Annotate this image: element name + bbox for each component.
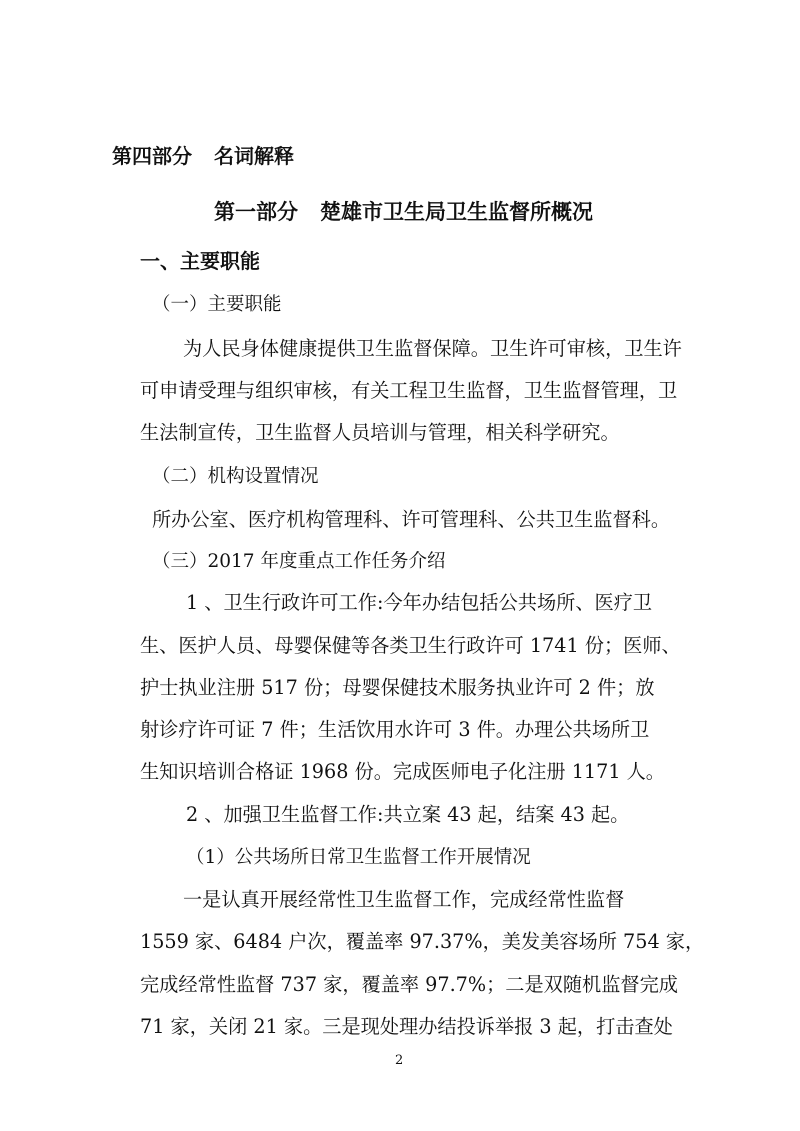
subsection-two-heading: （二）机构设置情况 <box>152 466 319 487</box>
item2-sub-line-3: 完成经常性监督 737 家，覆盖率 97.7%；二是双随机监督完成 <box>140 973 678 996</box>
subsection-three-heading: （三）2017 年度重点工作任务介绍 <box>152 551 446 572</box>
part-one-title: 楚雄市卫生局卫生监督所概况 <box>320 200 593 224</box>
part-four-label: 第四部分 <box>112 144 192 168</box>
item2-line: 2 、加强卫生监督工作:共立案 43 起，结案 43 起。 <box>186 803 630 826</box>
item1-line-5: 生知识培训合格证 1968 份。完成医师电子化注册 1171 人。 <box>140 760 665 783</box>
part-four-title: 名词解释 <box>214 144 294 168</box>
part-one-label: 第一部分 <box>214 200 298 224</box>
sub1-line-1: 为人民身体健康提供卫生监督保障。卫生许可审核，卫生许 <box>183 337 682 360</box>
sub1-line-2: 可申请受理与组织审核，有关工程卫生监督，卫生监督管理，卫 <box>140 379 678 402</box>
sub2-line-1: 所办公室、医疗机构管理科、许可管理科、公共卫生监督科。 <box>152 508 671 531</box>
part-four-heading <box>112 140 294 169</box>
item1-line-3: 护士执业注册 517 份；母婴保健技术服务执业许可 2 件；放 <box>140 676 655 699</box>
item1-line-4: 射诊疗许可证 7 件；生活饮用水许可 3 件。办理公共场所卫 <box>140 718 650 741</box>
sub1-line-3: 生法制宣传，卫生监督人员培训与管理，相关科学研究。 <box>140 421 620 444</box>
item2-sub-heading: （1）公共场所日常卫生监督工作开展情况 <box>186 847 531 868</box>
item2-sub-line-1: 一是认真开展经常性卫生监督工作，完成经常性监督 <box>183 888 625 911</box>
item1-line-1: 1 、卫生行政许可工作:今年办结包括公共场所、医疗卫 <box>186 591 653 614</box>
item2-sub-line-4: 71 家，关闭 21 家。三是现处理办结投诉举报 3 起，打击查处 <box>140 1015 673 1038</box>
section-one-heading: 一、主要职能 <box>140 249 260 273</box>
part-one-heading <box>214 196 593 226</box>
item1-line-2: 生、医护人员、母婴保健等各类卫生行政许可 1741 份；医师、 <box>140 634 681 657</box>
subsection-one-heading: （一）主要职能 <box>152 294 282 315</box>
page-number: 2 <box>395 1053 404 1068</box>
item2-sub-line-2: 1559 家、6484 户次，覆盖率 97.37%，美发美容场所 754 家， <box>140 930 705 953</box>
